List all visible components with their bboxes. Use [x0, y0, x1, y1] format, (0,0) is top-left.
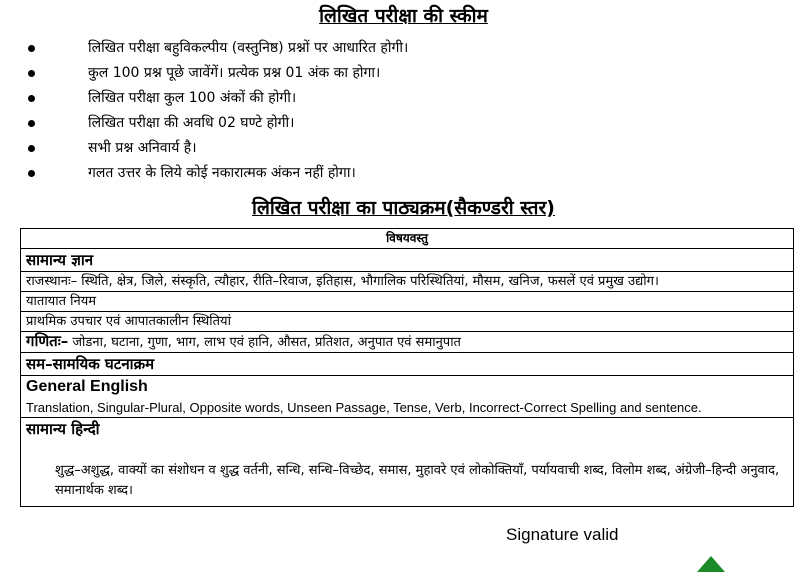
gk-traffic-rules: यातायात नियम	[21, 292, 794, 312]
english-heading: General English	[26, 378, 148, 395]
current-affairs-heading: सम–सामयिक घटनाक्रम	[21, 353, 794, 376]
gk-heading: सामान्य ज्ञान	[21, 249, 794, 272]
table-row	[21, 229, 794, 249]
bullet-icon	[28, 170, 35, 177]
math-row	[21, 332, 794, 353]
hindi-heading: सामान्य हिन्दी	[26, 420, 100, 438]
gk-rajasthan: राजस्थानः– स्थिति, क्षेत्र, जिले, संस्कृति, त्यौहार, रीति–रिवाज, इतिहास, भौगालिक परिस्थितियां, मौसम, खनिज, फसलें एवं प्रमुख उद्योग।	[21, 272, 794, 292]
table-row	[21, 272, 794, 292]
signature-check-icon	[697, 556, 725, 572]
english-topics: Translation, Singular-Plural, Opposite words, Unseen Passage, Tense, Verb, Incorrect-Correct Spelling and sentence.	[26, 400, 702, 415]
table-row	[21, 353, 794, 376]
table-row	[21, 376, 794, 418]
gk-first-aid: प्राथमिक उपचार एवं आपातकालीन स्थितियां	[21, 312, 794, 332]
signature-valid-stamp: Signature valid	[506, 525, 619, 544]
english-section	[21, 376, 794, 418]
table-header: विषयवस्तु	[21, 229, 794, 249]
table-row	[21, 332, 794, 353]
hindi-section	[21, 418, 794, 507]
table-row	[21, 292, 794, 312]
bullet-icon	[28, 45, 35, 52]
syllabus-table	[20, 228, 794, 507]
bullet-icon	[28, 120, 35, 127]
table-row	[21, 312, 794, 332]
bullet-icon	[28, 145, 35, 152]
syllabus-title: लिखित परीक्षा का पाठ्यक्रम(सैकण्डरी स्तर)	[252, 197, 555, 219]
table-row	[21, 418, 794, 507]
table-row	[21, 249, 794, 272]
bullet-icon	[28, 70, 35, 77]
math-label: गणितः–	[26, 332, 69, 350]
scheme-title: लिखित परीक्षा की स्कीम	[319, 5, 488, 27]
hindi-topics: शुद्ध–अशुद्ध, वाक्यों का संशोधन व शुद्ध वर्तनी, सन्धि, सन्धि–विच्छेद, समास, मुहावरे एवं लोकोक्तियॉं, पर्यायवाची शब्द, विलोम शब्द, अंग्रेजी–हिन्दी अनुवाद, समानार्थक शब्द।	[55, 463, 780, 498]
math-topics: जोडना, घटाना, गुणा, भाग, लाभ एवं हानि, औसत, प्रतिशत, अनुपात एवं समानुपात	[72, 335, 461, 350]
bullet-icon	[28, 95, 35, 102]
